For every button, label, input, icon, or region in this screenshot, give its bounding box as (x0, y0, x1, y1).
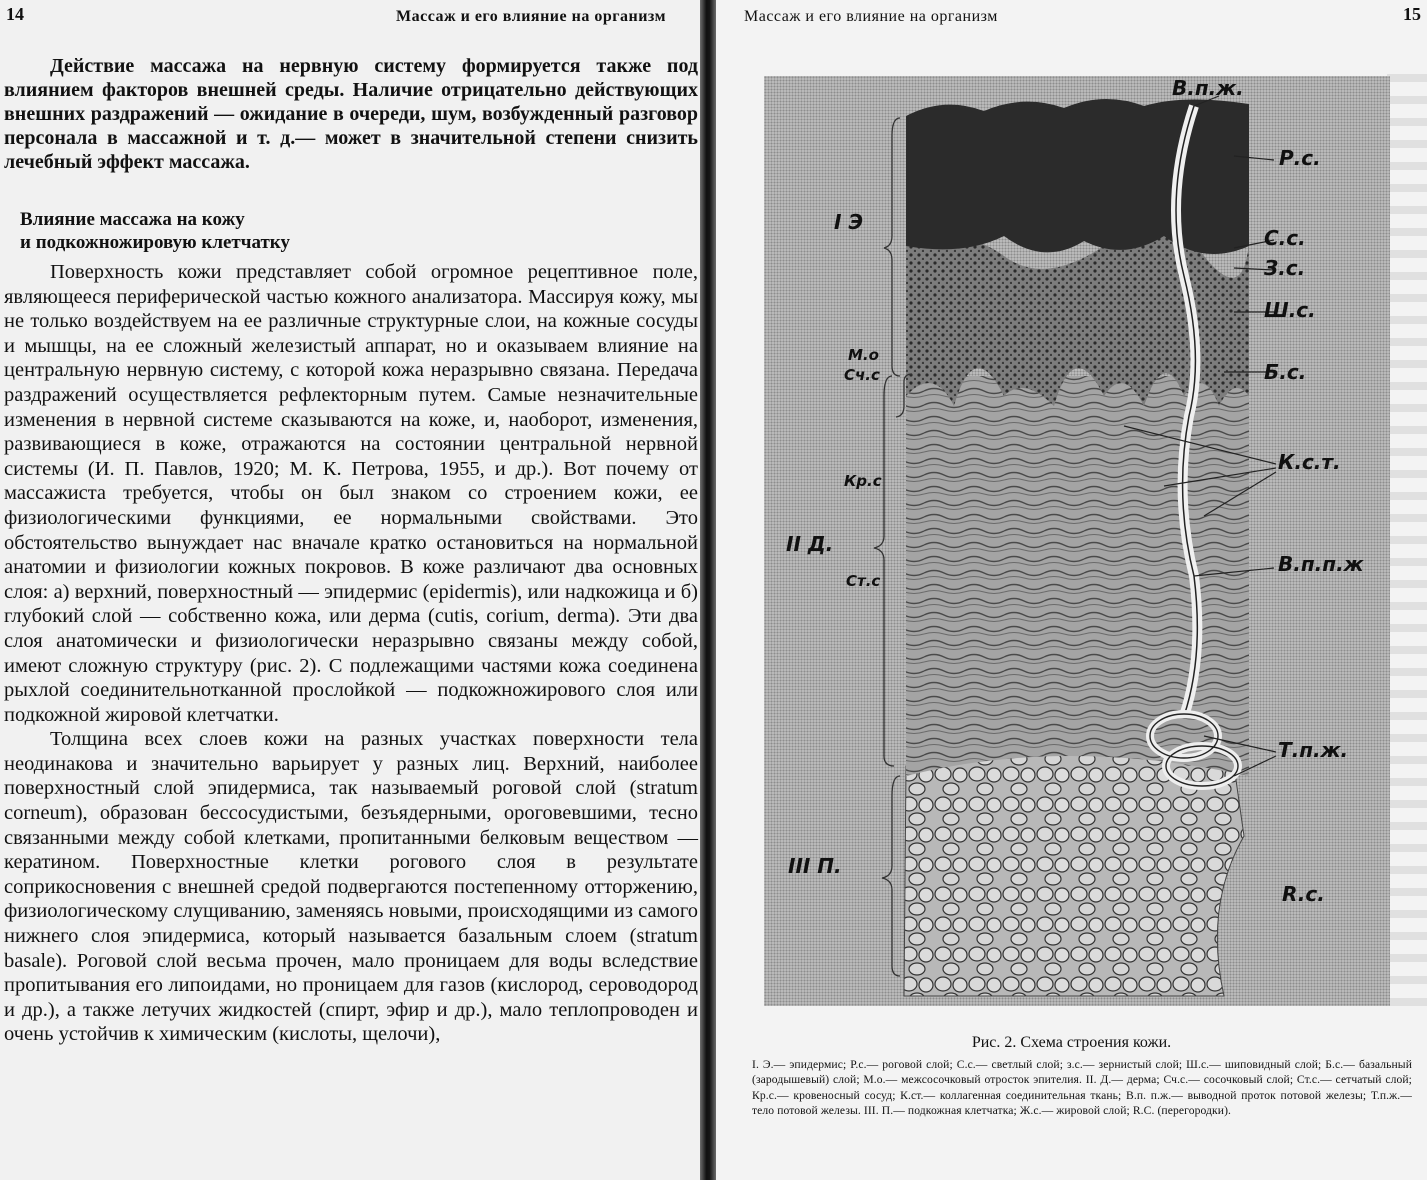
label-epidermis: I Э (834, 210, 864, 234)
label-basal-layer: Б.с. (1264, 360, 1307, 384)
label-interpapillary: М.о (848, 346, 879, 364)
label-granular-layer: З.с. (1264, 256, 1306, 280)
paragraph-nervous-system: Действие массажа на нервную систему формируется также под влиянием факторов внешней среды. Наличие отрицательно действующих внешних раздражений — ожидание в очереди, шум, возбужденный разговор персонала в массажной и т. д.— может в значительной степени снизить лечебный эффект массажа. (4, 55, 698, 173)
label-papillary-layer: Сч.с (844, 366, 880, 384)
paragraph-skin-thickness: Толщина всех слоев кожи на разных участках поверхности тела неодинакова и значительно варьирует у разных лиц. Верхний, наиболее поверхностный слой эпидермиса, так называемый роговой слой (stratum corneum), образован бессосудистыми, безъядерными, ороговевшими, тесно связанными между собой клетками, пропитанными белковым веществом — кератином. Поверхностные клетки рогового слоя в результате соприкосновения с внешней средой подвергаются постепенному отторжению, физиологическому слущиванию, заменяясь новыми, происходящими из самого нижнего слоя эпидермиса, который называется базальным слоем (stratum basale). Роговой слой весьма прочен, мало проницаем для воды вследствие пропитывания его липоидами, но проницаем для газов (кислород, сероводород и др.), а также летучих жидкостей (спирт, эфир и др.), мало теплопроводен и очень устойчив к химическим (кислоты, щелочи), (4, 728, 698, 1046)
paragraph-skin-surface: Поверхность кожи представляет собой огромное рецептивное поле, являющееся периферической частью кожного анализатора. Массируя кожу, мы не только воздействуем на ее различные структурные слои, на кожные сосуды и мышцы, на ее сложный железистый аппарат, но и оказываем влияние на центральную нервную систему, с которой кожа неразрывно связана. Передача раздражений осуществляется рефлекторным путем. Самые незначительные изменения в нервной системе сказываются на коже, и, наоборот, изменения, развивающиеся в коже, отражаются на состоянии центральной нервной системы (И. П. Павлов, 1920; М. К. Петрова, 1955, и др.). Вот почему от массажиста требуется, чтобы он был знаком со строением кожи, ее физиологическими функциями, ее нормальными свойствами. Это обстоятельство вынуждает нас вначале кратко остановиться на нормальной анатомии и физиологии кожных покровов. В коже различают два основных слоя: а) верхний, поверхностный — эпидермис (epidermis), или надкожица и б) глубокий слой — собственно кожа, или дерма (cutis, corium, derma). Эти два слоя анатомически и физиологически неразрывно связаны между собой, имеют сложную структуру (рис. 2). С подлежащими частями кожа соединена рыхлой соединительнотканной прослойкой — подкожножирового слоя или подкожной жировой клетчатки. (4, 261, 698, 726)
label-horny-layer: Р.с. (1279, 146, 1321, 170)
figure-caption-title: Рис. 2. Схема строения кожи. (971, 1034, 1172, 1051)
label-connective-tissue: К.с.т. (1278, 450, 1341, 474)
label-blood-vessel: Кр.с (844, 472, 882, 490)
skin-structure-figure (764, 76, 1390, 1006)
book-spine (700, 0, 716, 1180)
label-dermis: II Д. (786, 532, 834, 556)
label-sweat-duct-top: В.п.ж. (1172, 76, 1244, 100)
label-septa: R.c. (1282, 882, 1325, 906)
section-heading-line1: Влияние массажа на кожу (20, 209, 245, 230)
running-head-right: Массаж и его влияние на организм (744, 8, 998, 25)
running-head-left: Массаж и его влияние на организм (396, 8, 667, 25)
right-page (716, 0, 1427, 1180)
section-heading-line2: и подкожножировую клетчатку (20, 232, 290, 253)
bleed-through-text (1387, 60, 1427, 1020)
label-sweat-gland: Т.п.ж. (1278, 738, 1349, 762)
label-reticular-layer: Ст.с (846, 572, 881, 590)
page-number-left: 14 (6, 4, 24, 24)
label-sweat-duct: В.п.п.ж (1278, 552, 1364, 576)
section-heading (20, 208, 698, 254)
label-clear-layer: С.с. (1264, 226, 1306, 250)
label-subcutaneous: III П. (788, 854, 842, 878)
label-spinous-layer: Ш.с. (1264, 298, 1316, 322)
left-text-column (4, 54, 698, 1047)
figure-caption-legend: I. Э.— эпидермис; Р.с.— роговой слой; С.с.— светлый слой; з.с.— зернистый слой; Ш.с.— шиповидный слой; Б.с.— базальный (зародышевый) слой; М.о.— межсосочковый отросток эпителия. II. Д.— дерма; Сч.с.— сосочковый слой; Ст.с.— сетчатый слой; Кр.с.— кровеносный сосуд; К.ст.— коллагенная соединительная ткань; В.п. п.ж.— выводной проток потовой железы; Т.п.ж.— тело потовой железы. III. П.— подкожная клетчатка; Ж.с.— жировой слой; R.C. (перегородки). (752, 1058, 1412, 1118)
horny-layer-shape (906, 99, 1249, 254)
left-page (0, 0, 700, 1180)
page-number-right: 15 (1403, 4, 1421, 24)
